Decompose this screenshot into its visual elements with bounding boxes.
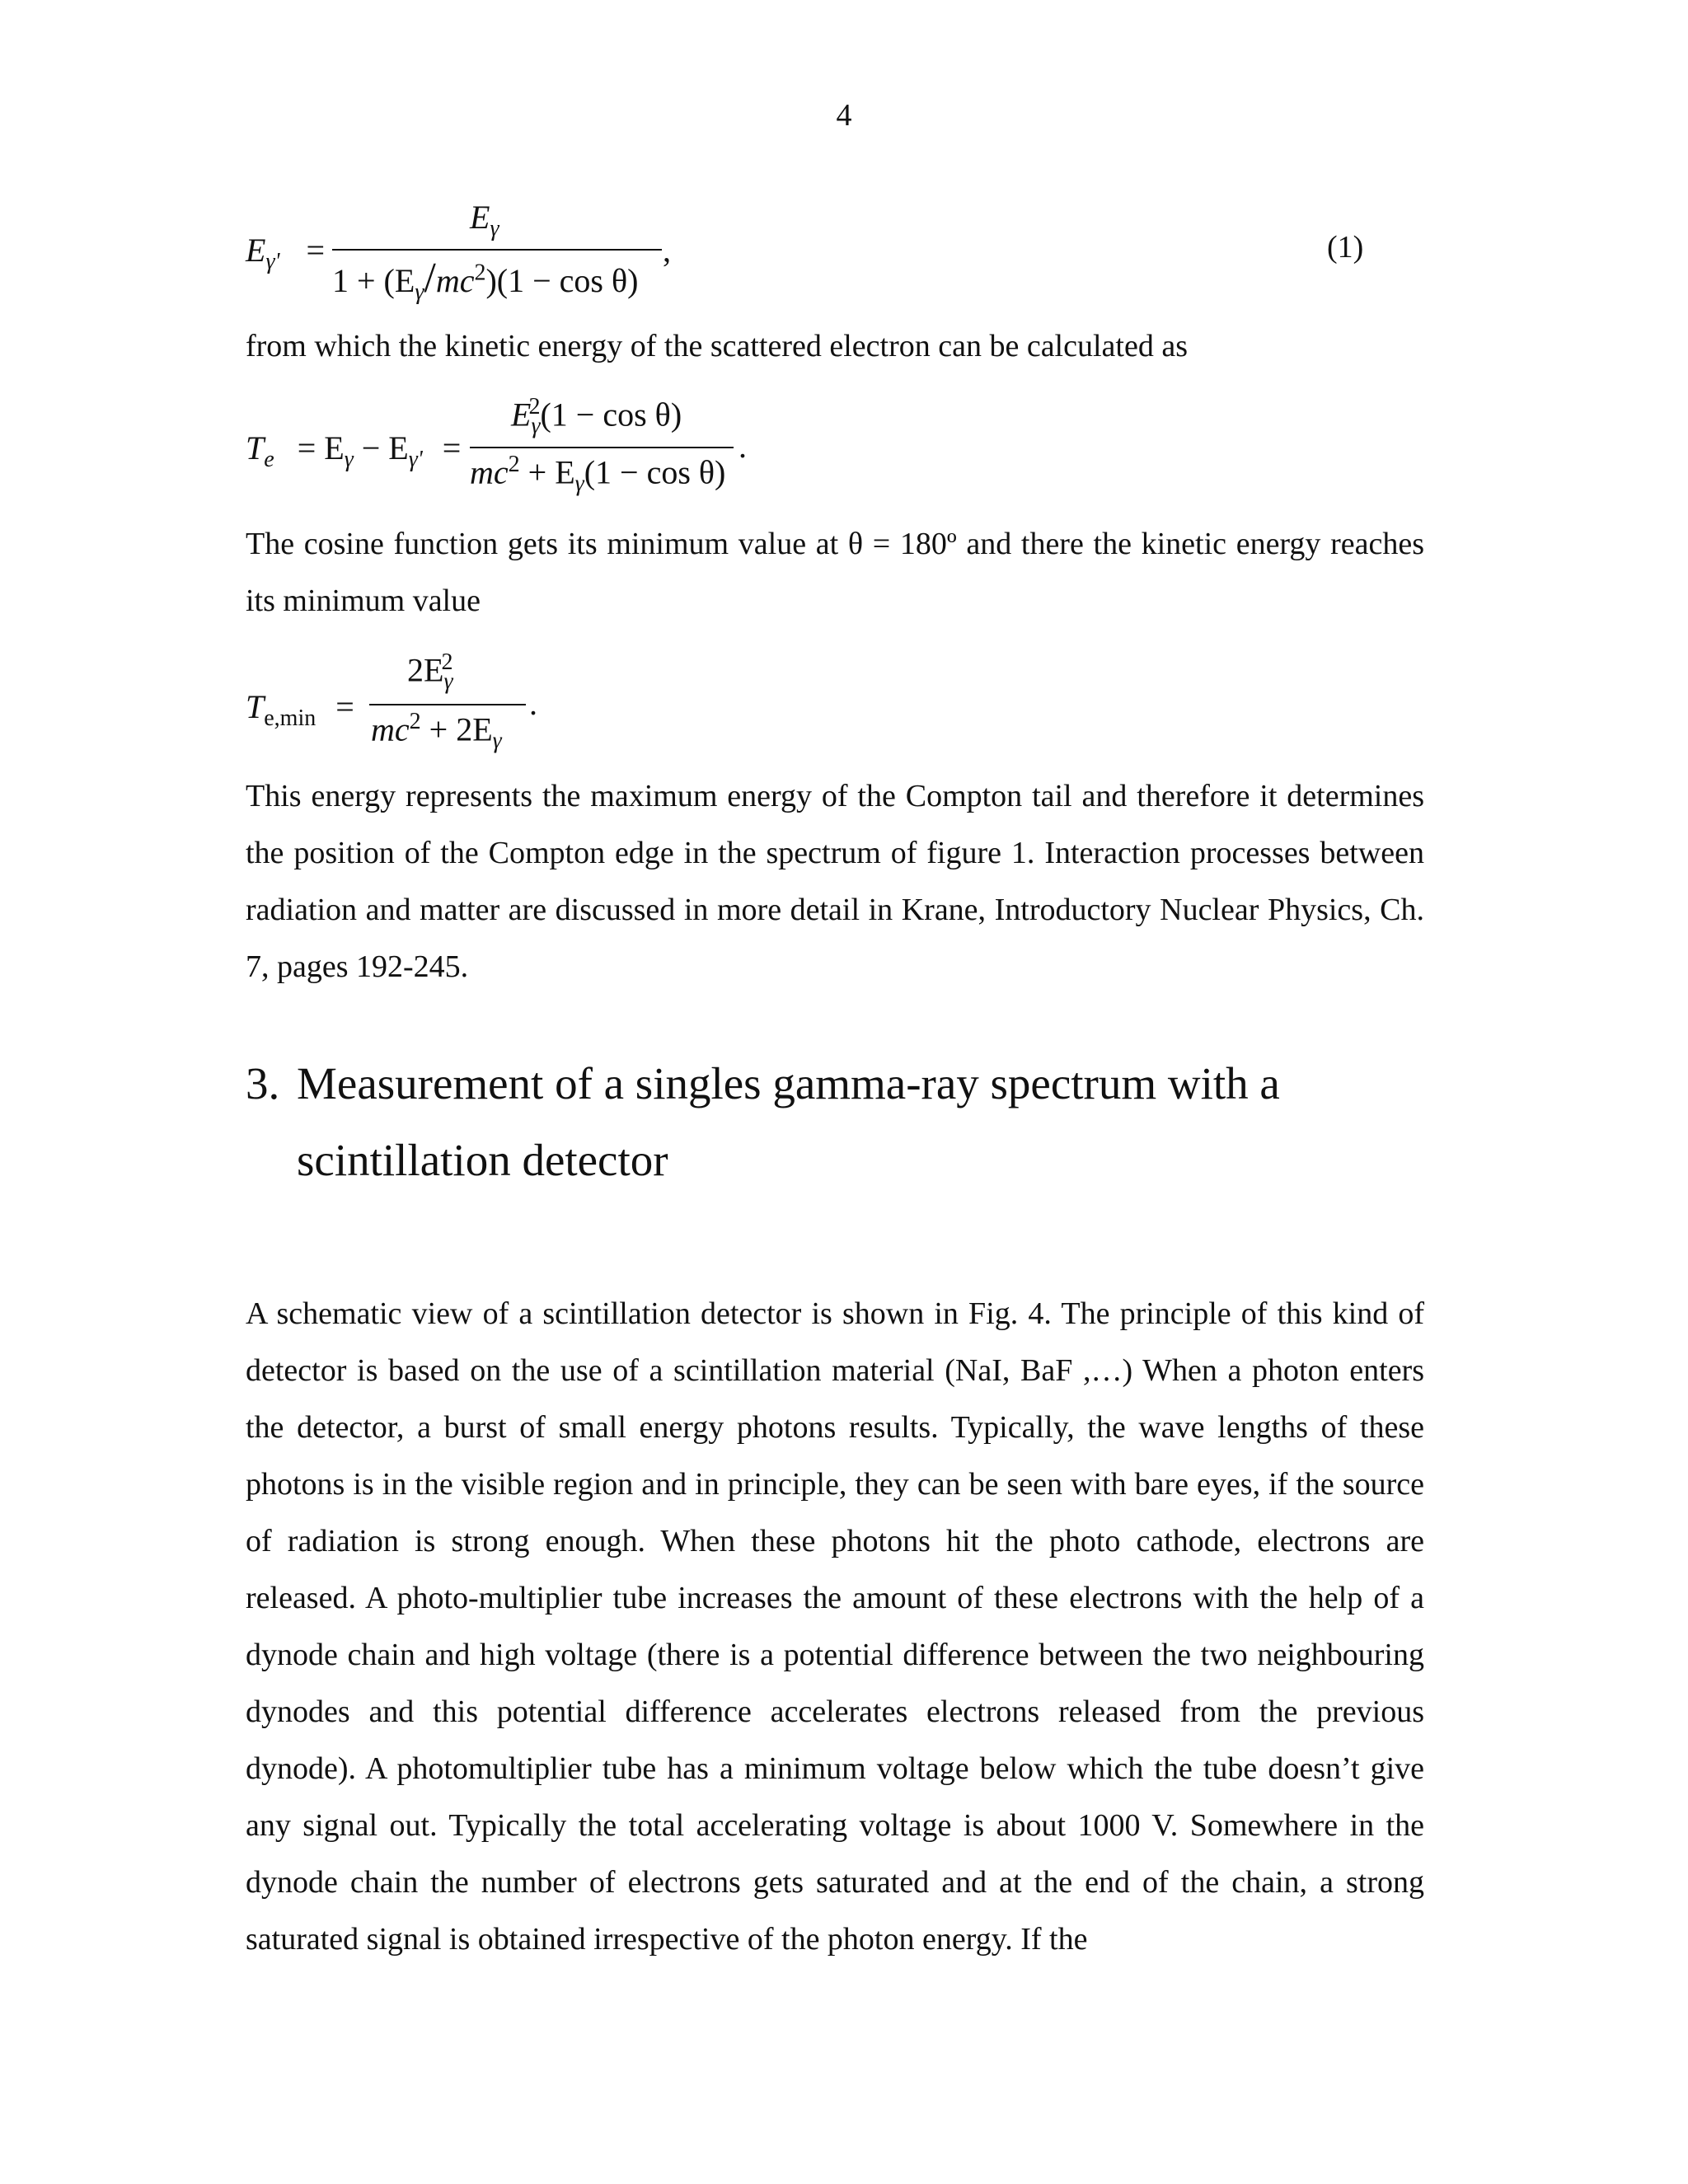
eq2-lhs: $T_e = E_\gamma - E_{\gamma'}$ = bbox=[246, 429, 462, 472]
eq1-denominator: $1 + (E_\gamma/mc^2)(1 - \cos \theta)$ bbox=[332, 255, 639, 305]
equation-1 bbox=[246, 190, 1441, 305]
eq1-numerator: $E_\gamma$ bbox=[470, 199, 499, 241]
eq3-fraction-bar bbox=[369, 704, 526, 705]
equation-2 bbox=[246, 386, 1441, 509]
eq1-fraction-bar bbox=[332, 249, 662, 251]
eq2-period: . bbox=[738, 428, 747, 465]
eq1-lhs: $E_{\gamma'}$ = bbox=[246, 232, 326, 274]
eq2-numerator: $E_\gamma^2(1 - \cos \theta)$ bbox=[511, 394, 682, 439]
paragraph-1: from which the kinetic energy of the scattered electron can be calculated as bbox=[246, 329, 1188, 363]
section-title-line-1: Measurement of a singles gamma-ray spectrum with a bbox=[297, 1058, 1280, 1108]
eq3-numerator: $2E_\gamma^2$ bbox=[407, 649, 453, 695]
eq2-denominator: $mc^2 + E_\gamma(1 - \cos \theta)$ bbox=[470, 452, 726, 497]
section-number: 3. bbox=[246, 1058, 280, 1108]
section-heading bbox=[246, 1045, 1280, 1198]
eq3-denominator: $mc^2 + 2E_\gamma$ bbox=[371, 709, 502, 754]
eq3-lhs: $T_{e,min}$ = bbox=[246, 688, 354, 731]
section-title-line-2: scintillation detector bbox=[297, 1135, 668, 1185]
paragraph-4: A schematic view of a scintillation detector is shown in Fig. 4. The principle of this kind of detector is based on the use of a scintillation material (NaI, BaF ,…) When a photon enters the detector, a burst of small energy photons results. Typically, the wave lengths of these photons is in the visible region and in principle, they can be seen with bare eyes, if the source of radiation is strong enough. When these photons hit the photo cathode, electrons are released. A photo-multiplier tube increases the amount of these electrons with the help of a dynode chain and high voltage (there is a potential difference between the two neighbouring dynodes and this potential difference accelerates electrons released from the previous dynode). A photomultiplier tube has a minimum voltage below which the tube doesn’t give any signal out. Typically the total accelerating voltage is about 1000 V. Somewhere in the dynode chain the number of electrons gets saturated and at the end of the chain, a strong saturated signal is obtained irrespective of the photon energy. If the bbox=[246, 1296, 1424, 1957]
eq2-fraction-bar bbox=[470, 447, 734, 448]
equation-number-1: (1) bbox=[1327, 230, 1364, 265]
section-heading-line-1 bbox=[246, 1045, 1280, 1122]
equation-3 bbox=[246, 641, 905, 765]
eq1-comma: , bbox=[663, 232, 671, 269]
page-number: 4 bbox=[836, 98, 852, 133]
paragraph-2: The cosine function gets its minimum value at θ = 180º and there the kinetic energy reaches its minimum value bbox=[246, 527, 1424, 618]
eq3-period: . bbox=[529, 685, 537, 722]
paragraph-3: This energy represents the maximum energy of the Compton tail and therefore it determines the position of the Compton edge in the spectrum of figure 1. Interaction processes between radiation and matter are discussed in more detail in Krane, Introductory Nuclear Physics, Ch. 7, pages 192-245. bbox=[246, 779, 1424, 984]
